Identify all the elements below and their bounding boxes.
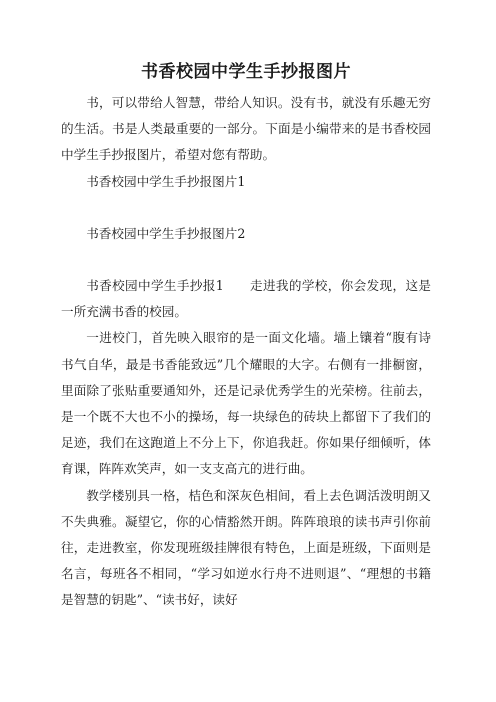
image-placeholder-2 <box>61 247 431 273</box>
intro-paragraph: 书，可以带给人智慧，带给人知识。没有书，就没有乐趣无穷的生活。书是人类最重要的一部分。下面是小编带来的是书香校园中学生手抄报图片，希望对您有帮助。 <box>61 95 431 163</box>
body-paragraph: 书香校园中学生手抄报1 走进我的学校，你会发现，这是一所充满书香的校园。 <box>61 278 431 320</box>
image-placeholder-1 <box>61 195 431 221</box>
image-caption-2: 书香校园中学生手抄报图片2 <box>86 225 246 241</box>
document-body <box>61 58 431 614</box>
body-paragraph: 教学楼别具一格，桔色和深灰色相间，看上去色调活泼明朗又不失典雅。凝望它，你的心情豁然开朗。阵阵琅琅的读书声引你前往，走进教室，你发现班级挂牌很有特色，上面是班级，下面则是名言，每班各不相同，“学习如逆水行舟不进则退”、“理想的书籍是智慧的钥匙”、“读书好，读好 <box>61 487 431 608</box>
image-caption-1: 书香校园中学生手抄报图片1 <box>86 173 246 189</box>
document-title: 书香校园中学生手抄报图片 <box>141 62 351 82</box>
body-paragraph: 一进校门，首先映入眼帘的是一面文化墙。墙上镶着“腹有诗书气自华，最是书香能致远”几个耀眼的大字。右侧有一排橱窗，里面除了张贴重要通知外，还是记录优秀学生的光荣榜。往前去，是一个既不大也不小的操场，每一块绿色的砖块上都留下了我们的足迹，我们在这跑道上不分上下，你追我赶。你如果仔细倾听，体育课，阵阵欢笑声，如一支支高亢的进行曲。 <box>61 330 431 477</box>
